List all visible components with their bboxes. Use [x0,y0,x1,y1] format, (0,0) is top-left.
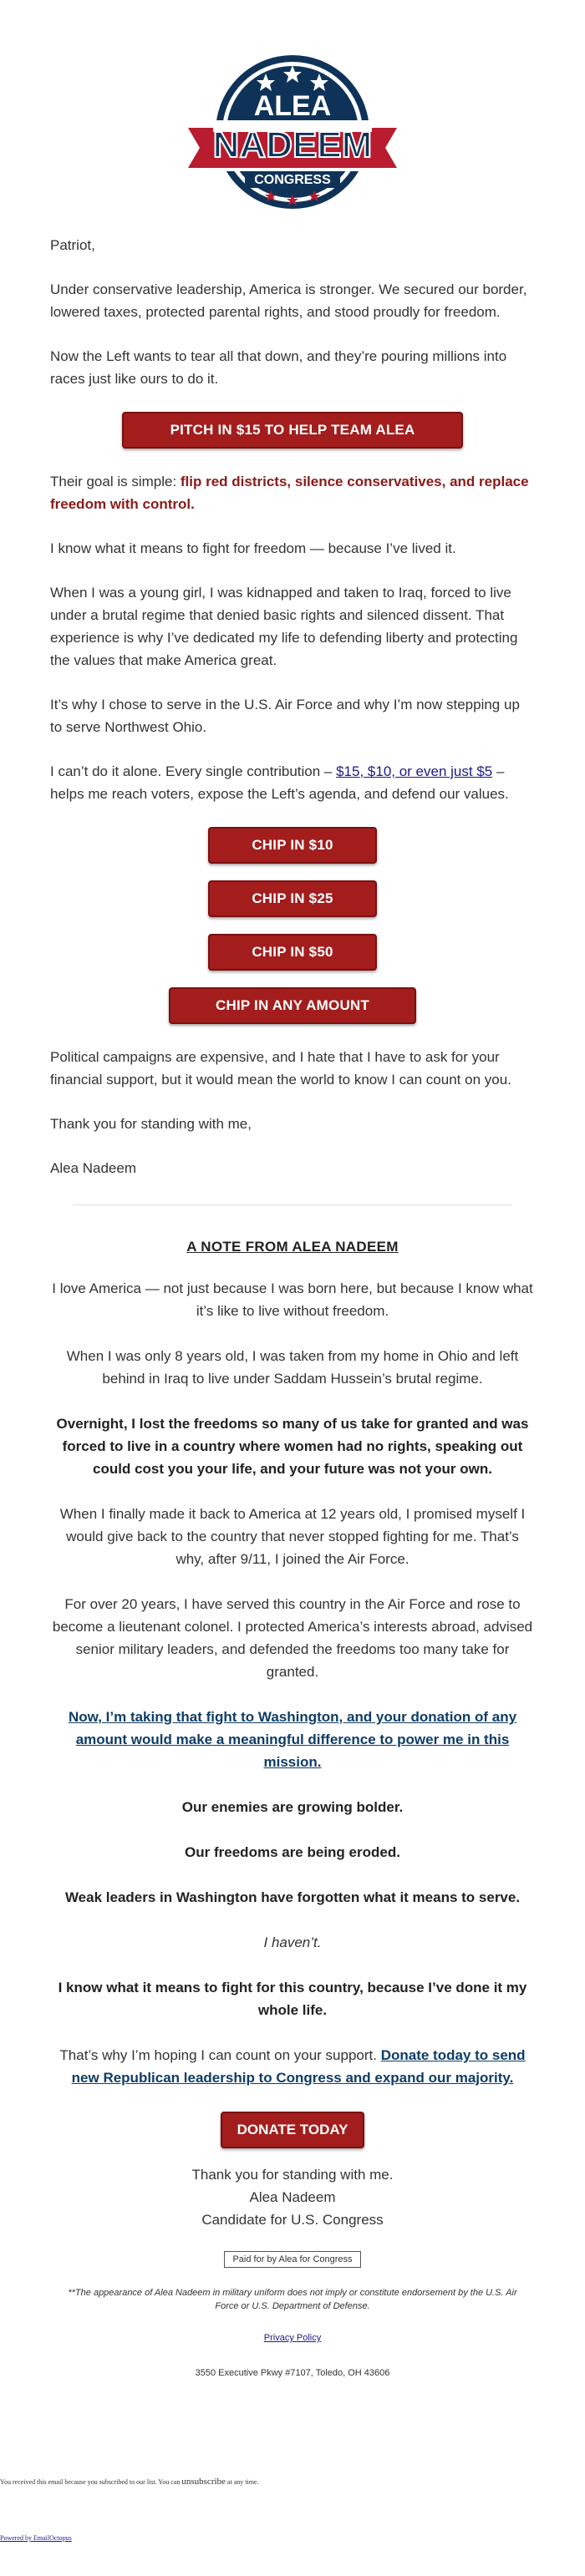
paragraph-tail: – helps me reach voters, expose the Left’s agenda, and defend our values. [50,763,509,802]
note-paragraph: I haven’t. [263,1935,322,1950]
logo-first-name: ALEA [253,90,332,122]
signoff: Thank you for standing with me. [191,2167,394,2183]
note-paragraph: Our freedoms are being eroded. [185,1844,400,1860]
chip-in-50-button[interactable]: CHIP IN $50 [208,934,377,971]
note-paragraph: When I was only 8 years old, I was taken from my home in Ohio and left behind in Iraq to live under Saddam Hussein’s brutal regime. [66,1348,519,1387]
logo-last-name: NADEEM [212,124,373,165]
chip-in-10-button[interactable]: CHIP IN $10 [208,827,377,864]
paragraph: When I was a young girl, I was kidnapped and taken to Iraq, forced to live under a brutal regime that denied basic rights and silenced dissent. That experience is why I’ve dedicated my life to defending liberty and protecting the values that make America great. [50,585,518,668]
paragraph: Under conservative leadership, America is stronger. We secured our border, lowered taxes, protected parental rights, and stood proudly for freedom. [50,281,527,320]
subscription-notice [0,2477,258,2487]
paragraph-lead: That’s why I’m hoping I can count on your support. [59,2047,381,2063]
cta-wrapper [50,412,535,449]
donate-today-button[interactable]: DONATE TODAY [221,2112,364,2148]
paragraph: It’s why I chose to serve in the U.S. Air Force and why I’m now stepping up to serve Northwest Ohio. [50,697,520,735]
disclaimer: **The appearance of Alea Nadeem in military uniform does not imply or constitute endorsement by the U.S. Air Force or U.S. Department of Defense. [68,2288,517,2311]
paragraph: Political campaigns are expensive, and I hate that I have to ask for your financial support, but it would mean the world to know I can count on you. [50,1049,511,1088]
chip-in-buttons [50,827,535,1024]
mailing-address: 3550 Executive Pkwy #7107, Toledo, OH 43606 [195,2368,390,2378]
note-paragraph: I know what it means to fight for this country, because I’ve done it my whole life. [58,1980,527,2018]
note-paragraph [50,2044,535,2089]
paragraph: Thank you for standing with me, [50,1116,252,1132]
note-heading: A NOTE FROM ALEA NADEEM [186,1239,399,1255]
note-paragraph: Our enemies are growing bolder. [181,1799,404,1815]
pitch-in-15-button[interactable]: PITCH IN $15 TO HELP TEAM ALEA [122,412,463,449]
paragraph-lead: I can’t do it alone. Every single contribution – [50,763,337,779]
paragraph-lead: Their goal is simple: [50,474,181,489]
email-body [50,0,535,2380]
donate-today-link[interactable]: Donate today to send new Republican leadership to Congress and expand our majority. [71,2047,526,2086]
paragraph [50,760,535,805]
greeting: Patriot, [50,237,95,253]
note-paragraph: For over 20 years, I have served this country in the Air Force and rose to become a lieutenant colonel. I protected America’s interests abroad, advised senior military leaders, and defended the freedoms too many take for granted. [52,1596,533,1680]
logo-office: CONGRESS [254,173,331,187]
note-paragraph: Weak leaders in Washington have forgotten what it means to serve. [64,1889,521,1905]
chip-in-25-button[interactable]: CHIP IN $25 [208,880,377,917]
note-paragraph: When I finally made it back to America at 12 years old, I promised myself I would give back to the country that never stopped fighting for me. That’s why, after 9/11, I joined the Air Force. [59,1506,526,1567]
mission-link[interactable]: Now, I’m taking that fight to Washington, and your donation of any amount would make a meaningful difference to power me in this mission. [68,1709,517,1770]
note-section [50,1239,535,2380]
signer-name: Alea Nadeem [249,2189,336,2205]
highlight-text: flip red districts, silence conservatives, and replace freedom with control. [50,474,529,512]
paragraph [50,470,535,515]
campaign-logo [180,48,405,216]
divider [73,1204,512,1205]
unsubscribe-link[interactable]: unsubscribe [181,2477,226,2487]
donation-amounts-link[interactable]: $15, $10, or even just $5 [336,763,493,779]
note-paragraph: Overnight, I lost the freedoms so many of us take for granted and was forced to live in a country where women had no rights, speaking out could cost you your life, and your future was not your own. [56,1416,529,1477]
paid-for-box: Paid for by Alea for Congress [224,2251,360,2268]
powered-by-link[interactable]: Powered by EmailOctopus [0,2534,72,2542]
paragraph: Now the Left wants to tear all that down, and they’re pouring millions into races just like ours to do it. [50,348,507,387]
notice-lead: You received this email because you subscribed to our list. You can [0,2478,182,2486]
signature: Alea Nadeem [50,1160,137,1176]
notice-tail: at any time. [225,2478,259,2486]
signer-title: Candidate for U.S. Congress [201,2212,384,2228]
chip-in-any-button[interactable]: CHIP IN ANY AMOUNT [169,987,416,1024]
paragraph: I know what it means to fight for freedom — because I’ve lived it. [50,540,456,556]
note-signature [50,2163,535,2231]
note-paragraph: I love America — not just because I was born here, but because I know what it’s like to live without freedom. [52,1280,533,1319]
privacy-policy-link[interactable]: Privacy Policy [263,2333,322,2343]
donate-wrapper [50,2112,535,2148]
